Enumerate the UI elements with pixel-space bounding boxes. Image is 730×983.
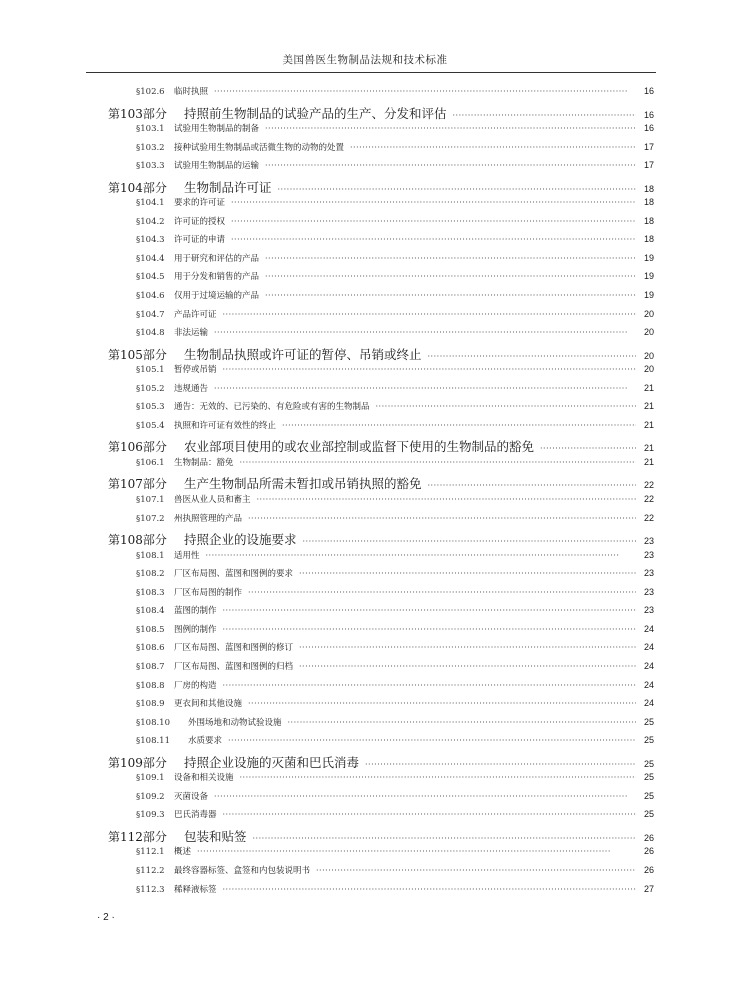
toc-part-entry[interactable]	[108, 345, 654, 364]
toc-page-number: 27	[643, 883, 654, 894]
dot-leader	[240, 458, 636, 467]
toc-section-entry[interactable]	[108, 252, 654, 271]
dot-leader	[428, 481, 636, 490]
toc-section-entry[interactable]	[108, 549, 654, 568]
toc-entry-title: 要求的许可证	[174, 198, 226, 209]
header-divider	[86, 72, 656, 73]
toc-section-entry[interactable]	[108, 419, 654, 438]
toc-entry-title: 接种试验用生物制品或活微生物的动物的处置	[174, 142, 345, 153]
toc-entry-title: 厂区布局图、蓝图和图例的修订	[174, 643, 294, 654]
toc-part-entry[interactable]	[108, 827, 654, 846]
toc-part-entry[interactable]	[108, 104, 654, 123]
toc-section-entry[interactable]	[108, 641, 654, 660]
toc-entry-title: 持照前生物制品的试验产品的生产、分发和评估	[184, 105, 447, 121]
toc-page-number: 21	[643, 456, 654, 467]
toc-entry-title: 执照和许可证有效性的终止	[174, 420, 277, 431]
dot-leader	[214, 384, 636, 393]
toc-page-number: 16	[643, 123, 654, 134]
toc-section-entry[interactable]	[108, 679, 654, 698]
dot-leader	[223, 310, 636, 319]
toc-section-number: §106.1	[136, 457, 165, 468]
dot-leader	[299, 662, 636, 671]
toc-entry-title: 农业部项目使用的或农业部控制或监督下使用的生物制品的豁免	[184, 439, 535, 455]
toc-page-number: 20	[643, 308, 654, 319]
toc-page-number: 19	[643, 271, 654, 282]
dot-leader	[206, 551, 636, 560]
dot-leader	[350, 143, 636, 152]
toc-page-number: 24	[643, 660, 654, 671]
toc-section-entry[interactable]	[108, 864, 654, 883]
toc-section-number: §104.4	[136, 253, 165, 264]
toc-entry-title: 蓝图的制作	[174, 606, 217, 617]
dot-leader	[265, 291, 636, 300]
dot-leader	[265, 124, 636, 133]
toc-entry-title: 许可证的授权	[174, 216, 226, 227]
toc-entry-title: 厂房的构造	[174, 680, 217, 691]
dot-leader	[365, 760, 636, 769]
toc-part-number: 第107部分	[108, 477, 167, 492]
running-header: 美国兽医生物制品法规和技术标准	[282, 54, 448, 66]
toc-section-number: §109.1	[136, 773, 165, 784]
toc-page-number: 25	[643, 809, 654, 820]
toc-section-number: §112.3	[136, 884, 165, 895]
toc-page-number: 24	[643, 698, 654, 709]
toc-part-number: 第108部分	[108, 533, 167, 548]
toc-section-number: §104.8	[136, 328, 165, 339]
toc-section-number: §105.4	[136, 420, 165, 431]
dot-leader	[248, 699, 636, 708]
toc-page-number: 23	[643, 549, 654, 560]
toc-page-number: 21	[643, 382, 654, 393]
toc-page-number: 18	[643, 183, 654, 194]
toc-section-number: §104.1	[136, 198, 165, 209]
dot-leader	[316, 866, 636, 875]
dot-leader	[299, 569, 636, 578]
toc-page-number: 21	[643, 419, 654, 430]
dot-leader	[299, 643, 636, 652]
toc-part-number: 第105部分	[108, 347, 167, 362]
toc-part-number: 第109部分	[108, 755, 167, 770]
toc-part-number: 第112部分	[108, 829, 167, 844]
toc-section-number: §104.3	[136, 235, 165, 246]
toc-section-number: §108.8	[136, 680, 165, 691]
toc-page-number: 25	[643, 716, 654, 727]
toc-section-entry[interactable]	[108, 771, 654, 790]
toc-section-number: §108.10	[136, 717, 170, 728]
toc-section-entry[interactable]	[108, 734, 654, 753]
toc-part-number: 第106部分	[108, 440, 167, 455]
toc-section-entry[interactable]	[108, 845, 654, 864]
toc-page-number: 25	[643, 758, 654, 769]
toc-section-entry[interactable]	[108, 270, 654, 289]
toc-page-number: 18	[643, 197, 654, 208]
dot-leader	[540, 444, 636, 453]
dot-leader	[253, 834, 636, 843]
toc-entry-title: 试验用生物制品的制备	[174, 124, 260, 135]
toc-page-number: 17	[643, 141, 654, 152]
toc-section-number: §105.2	[136, 383, 165, 394]
toc-entry-title: 厂区布局图、蓝图和图例的要求	[174, 569, 294, 580]
dot-leader	[223, 810, 636, 819]
toc-section-number: §108.11	[136, 736, 170, 747]
toc-page-number: 26	[643, 832, 654, 843]
dot-leader	[288, 718, 636, 727]
toc-entry-title: 许可证的申请	[174, 235, 226, 246]
toc-section-entry[interactable]	[108, 308, 654, 327]
toc-section-entry[interactable]	[108, 512, 654, 531]
toc-section-number: §104.2	[136, 216, 165, 227]
dot-leader	[197, 847, 636, 856]
dot-leader	[231, 217, 636, 226]
toc-entry-title: 生产生物制品所需未暂扣或吊销执照的豁免	[184, 476, 422, 492]
dot-leader	[248, 588, 636, 597]
toc-entry-title: 违规通告	[174, 383, 209, 394]
toc-section-entry[interactable]	[108, 122, 654, 141]
toc-page-number: 18	[643, 234, 654, 245]
toc-part-entry[interactable]	[108, 753, 654, 772]
dot-leader	[231, 235, 636, 244]
toc-section-entry[interactable]	[108, 289, 654, 308]
dot-leader	[223, 625, 636, 634]
toc-section-number: §104.6	[136, 291, 165, 302]
toc-section-number: §108.6	[136, 643, 165, 654]
toc-page-number: 22	[643, 494, 654, 505]
toc-part-entry[interactable]	[108, 437, 654, 456]
toc-section-entry[interactable]	[108, 363, 654, 382]
toc-entry-title: 非法运输	[174, 328, 209, 339]
toc-page-number: 25	[643, 772, 654, 783]
dot-leader	[214, 792, 636, 801]
toc-section-number: §108.4	[136, 606, 165, 617]
toc-entry-title: 厂区布局图的制作	[174, 587, 243, 598]
toc-section-entry[interactable]	[108, 697, 654, 716]
toc-section-number: §112.1	[136, 847, 165, 858]
toc-part-number: 第103部分	[108, 106, 167, 121]
toc-page-number: 23	[643, 536, 654, 547]
toc-page-number: 23	[643, 605, 654, 616]
dot-leader	[240, 773, 636, 782]
toc-page-number: 23	[643, 568, 654, 579]
toc-section-number: §108.1	[136, 550, 165, 561]
dot-leader	[223, 365, 636, 374]
toc-page-number: 25	[643, 790, 654, 801]
toc-section-entry[interactable]	[108, 85, 654, 104]
toc-page-number: 25	[643, 735, 654, 746]
toc-entry-title: 仅用于过境运输的产品	[174, 291, 260, 302]
toc-section-number: §105.1	[136, 365, 165, 376]
toc-section-number: §105.3	[136, 402, 165, 413]
toc-section-number: §102.6	[136, 87, 165, 97]
toc-entry-title: 适用性	[174, 550, 200, 561]
toc-section-number: §108.9	[136, 699, 165, 710]
toc-section-entry[interactable]	[108, 215, 654, 234]
toc-section-entry[interactable]	[108, 790, 654, 809]
toc-page-number: 17	[643, 160, 654, 171]
toc-section-entry[interactable]	[108, 567, 654, 586]
toc-section-number: §104.7	[136, 309, 165, 320]
toc-section-entry[interactable]	[108, 808, 654, 827]
toc-section-entry[interactable]	[108, 660, 654, 679]
toc-entry-title: 灭菌设备	[174, 791, 209, 802]
toc-entry-title: 通告：无效的、已污染的、有危险或有害的生物制品	[174, 402, 370, 413]
toc-section-number: §109.2	[136, 791, 165, 802]
toc-section-number: §103.2	[136, 142, 165, 153]
toc-part-entry[interactable]	[108, 474, 654, 493]
toc-page-number: 21	[643, 443, 654, 454]
toc-entry-title: 外围场地和动物试验设施	[188, 717, 282, 728]
toc-entry-title: 概述	[174, 847, 192, 858]
toc-section-entry[interactable]	[108, 493, 654, 512]
toc-page-number: 24	[643, 623, 654, 634]
toc-page-number: 22	[643, 480, 654, 491]
toc-entry-title: 设备和相关设施	[174, 773, 234, 784]
toc-page-number: 24	[643, 679, 654, 690]
toc-entry-title: 稀释液标签	[174, 884, 217, 895]
toc-entry-title: 产品许可证	[174, 309, 217, 320]
toc-entry-title: 生物制品许可证	[184, 179, 272, 195]
dot-leader	[214, 328, 636, 337]
toc-entry-title: 包装和贴签	[184, 828, 247, 844]
toc-section-entry[interactable]	[108, 586, 654, 605]
toc-page-number: 18	[643, 215, 654, 226]
toc-page-number: 22	[643, 512, 654, 523]
dot-leader	[303, 537, 636, 546]
dot-leader	[278, 185, 636, 194]
toc-part-entry[interactable]	[108, 178, 654, 197]
dot-leader	[231, 198, 636, 207]
dot-leader	[223, 885, 636, 894]
toc-section-number: §112.2	[136, 865, 165, 876]
toc-page-number: 24	[643, 642, 654, 653]
toc-section-entry[interactable]	[108, 400, 654, 419]
toc-page-number: 19	[643, 252, 654, 263]
toc-page-number: 26	[643, 846, 654, 857]
toc-section-entry[interactable]	[108, 382, 654, 401]
dot-leader	[223, 606, 636, 615]
dot-leader	[265, 254, 636, 263]
toc-page-number: 16	[643, 86, 654, 96]
toc-entry-title: 厂区布局图、蓝图和图例的归档	[174, 661, 294, 672]
toc-section-entry[interactable]	[108, 716, 654, 735]
toc-entry-title: 图例的制作	[174, 624, 217, 635]
toc-section-entry[interactable]	[108, 604, 654, 623]
toc-entry-title: 持照企业设施的灭菌和巴氏消毒	[184, 754, 360, 770]
toc-entry-title: 生物制品：豁免	[174, 457, 234, 468]
toc-section-entry[interactable]	[108, 196, 654, 215]
toc-part-entry[interactable]	[108, 530, 654, 549]
toc-entry-title: 最终容器标签、盒签和内包装说明书	[174, 865, 311, 876]
table-of-contents	[108, 85, 654, 901]
toc-entry-title: 持照企业的设施要求	[184, 532, 297, 548]
toc-section-number: §108.7	[136, 661, 165, 672]
dot-leader	[282, 421, 636, 430]
toc-section-number: §107.2	[136, 513, 165, 524]
toc-page-number: 20	[643, 327, 654, 338]
toc-entry-title: 州执照管理的产品	[174, 513, 243, 524]
dot-leader	[248, 514, 636, 523]
toc-entry-title: 暂停或吊销	[174, 365, 217, 376]
toc-entry-title: 更衣间和其他设施	[174, 699, 243, 710]
toc-section-entry[interactable]	[108, 883, 654, 902]
dot-leader	[223, 681, 636, 690]
dot-leader	[376, 402, 636, 411]
dot-leader	[228, 736, 636, 745]
toc-entry-title: 兽医从业人员和畜主	[174, 495, 251, 506]
dot-leader	[428, 352, 636, 361]
toc-page-number: 19	[643, 290, 654, 301]
toc-section-number: §103.3	[136, 161, 165, 172]
toc-entry-title: 用于分发和销售的产品	[174, 272, 260, 283]
toc-part-number: 第104部分	[108, 180, 167, 195]
toc-section-number: §104.5	[136, 272, 165, 283]
dot-leader	[257, 495, 636, 504]
toc-entry-title: 试验用生物制品的运输	[174, 161, 260, 172]
toc-entry-title: 用于研究和评估的产品	[174, 253, 260, 264]
toc-page-number: 16	[643, 109, 654, 120]
dot-leader	[214, 87, 636, 96]
toc-page-number: 23	[643, 586, 654, 597]
toc-page-number: 26	[643, 864, 654, 875]
toc-section-number: §108.3	[136, 587, 165, 598]
toc-section-number: §103.1	[136, 124, 165, 135]
dot-leader	[265, 272, 636, 281]
toc-section-number: §109.3	[136, 810, 165, 821]
toc-section-number: §108.2	[136, 569, 165, 580]
dot-leader	[265, 161, 636, 170]
toc-section-entry[interactable]	[108, 141, 654, 160]
toc-page-number: 21	[643, 401, 654, 412]
toc-page-number: 20	[643, 350, 654, 361]
toc-entry-title: 临时执照	[174, 87, 209, 97]
toc-entry-title: 生物制品执照或许可证的暂停、吊销或终止	[184, 346, 422, 362]
dot-leader	[453, 111, 636, 120]
toc-section-entry[interactable]	[108, 623, 654, 642]
toc-entry-title: 巴氏消毒器	[174, 810, 217, 821]
toc-section-entry[interactable]	[108, 233, 654, 252]
toc-section-entry[interactable]	[108, 159, 654, 178]
toc-section-number: §107.1	[136, 495, 165, 506]
toc-page-number: 20	[643, 364, 654, 375]
toc-section-number: §108.5	[136, 624, 165, 635]
toc-section-entry[interactable]	[108, 326, 654, 345]
page-number: · 2 ·	[97, 912, 115, 923]
toc-entry-title: 水质要求	[188, 736, 223, 747]
toc-section-entry[interactable]	[108, 456, 654, 475]
